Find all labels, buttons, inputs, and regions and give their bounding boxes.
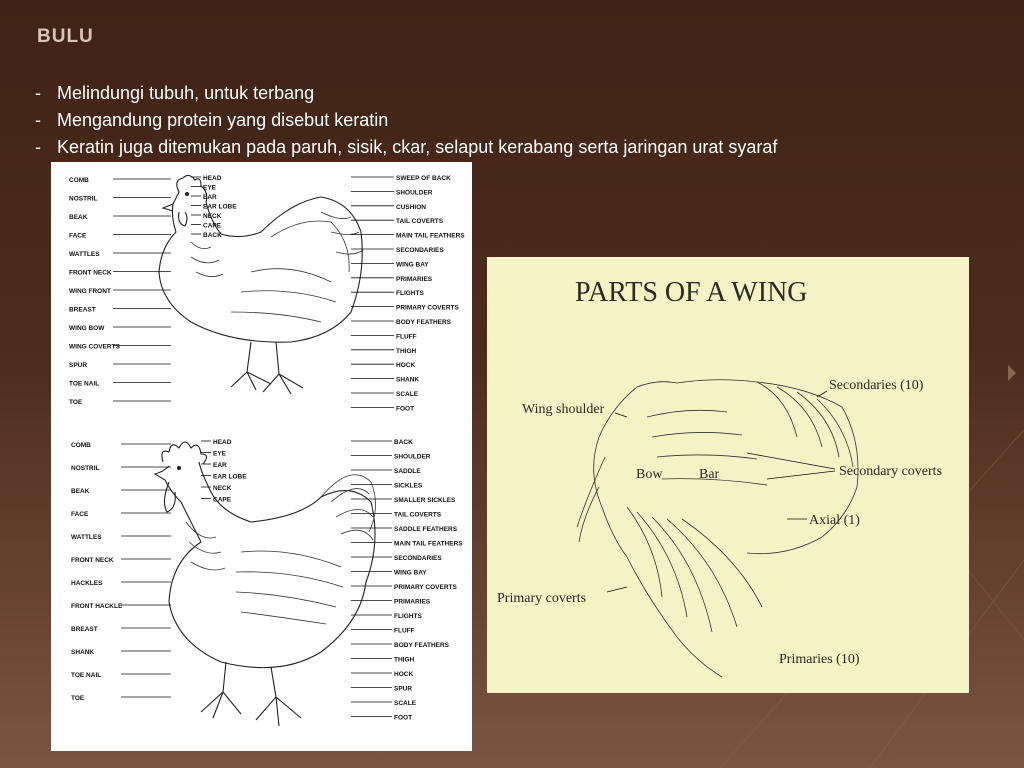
- hen-left-label: WING BOW: [69, 325, 105, 332]
- rooster-left-label: SHANK: [71, 649, 95, 656]
- bar-label: Bar: [699, 467, 720, 482]
- rooster-right-label: PRIMARY COVERTS: [394, 584, 457, 591]
- secondaries-label: Secondaries (10): [829, 378, 924, 393]
- hen-left-label: TOE NAIL: [69, 380, 100, 388]
- rooster-left-label: FRONT NECK: [71, 557, 114, 564]
- rooster-left-label: NOSTRIL: [71, 465, 100, 472]
- bullet-text: Keratin juga ditemukan pada paruh, sisik, ckar, selaput kerabang serta jaringan urat syaraf: [57, 137, 778, 157]
- wing-parts-panel: [487, 257, 969, 693]
- hen-mid-label: NECK: [203, 213, 222, 220]
- rooster-right-label: SHOULDER: [394, 453, 431, 461]
- rooster-right-label: SADDLE FEATHERS: [394, 526, 458, 533]
- rooster-mid-label: EYE: [213, 450, 227, 458]
- hen-mid-label: EAR: [203, 194, 217, 201]
- hen-left-label: WING FRONT: [69, 288, 111, 295]
- hen-right-label: PRIMARIES: [396, 275, 433, 283]
- hen-left-label: TOE: [69, 399, 83, 406]
- rooster-right-label: FLIGHTS: [394, 613, 422, 620]
- hen-right-label: SECONDARIES: [396, 247, 444, 254]
- rooster-mid-label: CAPE: [213, 496, 232, 504]
- rooster-right-label: BODY FEATHERS: [394, 642, 450, 649]
- rooster-right-label: TAIL COVERTS: [394, 511, 442, 519]
- bullet-dash: -: [35, 137, 41, 157]
- rooster-left-label: WATTLES: [71, 534, 102, 541]
- bullet-item: [35, 80, 777, 107]
- secondary-coverts-label: Secondary coverts: [839, 464, 943, 479]
- hen-drawing: [159, 175, 363, 394]
- rooster-right-label: FOOT: [394, 714, 413, 722]
- hen-right-label: CUSHION: [396, 203, 426, 211]
- rooster-mid-label: HEAD: [213, 439, 232, 446]
- rooster-right-label: SPUR: [394, 685, 413, 693]
- hen-right-label: SHOULDER: [396, 189, 433, 197]
- hen-left-label: COMB: [69, 177, 89, 184]
- hen-left-label: WATTLES: [69, 251, 100, 258]
- hen-right-label: FLUFF: [396, 333, 417, 341]
- hen-right-label: BODY FEATHERS: [396, 319, 452, 326]
- rooster-left-label: TOE NAIL: [71, 672, 102, 679]
- rooster-mid-label: EAR LOBE: [213, 473, 247, 481]
- hen-mid-label: BACK: [203, 232, 222, 239]
- rooster-right-label: THIGH: [394, 656, 415, 664]
- bullet-dash: -: [35, 110, 41, 130]
- hen-right-label: PRIMARY COVERTS: [396, 304, 459, 312]
- rooster-left-label: COMB: [71, 442, 91, 449]
- rooster-mid-label: EAR: [213, 462, 227, 469]
- rooster-right-label: BACK: [394, 439, 413, 446]
- hen-right-label: HOCK: [396, 362, 416, 370]
- rooster-left-label: BEAK: [71, 488, 90, 495]
- hen-left-label: BEAK: [69, 214, 88, 221]
- rooster-right-label: SADDLE: [394, 468, 421, 475]
- hen-left-label: NOSTRIL: [69, 195, 98, 203]
- hen-mid-label: CAPE: [203, 222, 222, 230]
- rooster-right-label: PRIMARIES: [394, 598, 431, 606]
- rooster-left-label: FACE: [71, 511, 89, 518]
- wing-drawing: [577, 380, 858, 677]
- rooster-right-label: FLUFF: [394, 627, 415, 635]
- bow-label: Bow: [636, 467, 663, 482]
- primary-coverts-label: Primary coverts: [497, 591, 587, 606]
- rooster-right-label: MAIN TAIL FEATHERS: [394, 540, 463, 548]
- rooster-left-label: BREAST: [71, 626, 98, 633]
- rooster-left-label: TOE: [71, 695, 85, 702]
- hen-left-label: FACE: [69, 232, 87, 240]
- hen-right-label: FOOT: [396, 405, 415, 413]
- wing-parts-illustration: [487, 257, 969, 693]
- hen-right-label: MAIN TAIL FEATHERS: [396, 232, 465, 240]
- chicken-anatomy-illustration: [51, 162, 472, 751]
- rooster-right-label: HOCK: [394, 671, 414, 678]
- axial-label: Axial (1): [809, 513, 860, 528]
- hen-left-label: FRONT NECK: [69, 269, 112, 277]
- hen-right-label: FLIGHTS: [396, 290, 424, 298]
- bullet-text: Melindungi tubuh, untuk terbang: [57, 83, 315, 103]
- wing-label-lines: [607, 391, 835, 592]
- hen-right-label: SCALE: [396, 391, 419, 398]
- hen-left-label: SPUR: [69, 362, 88, 369]
- chicken-anatomy-panel: [51, 162, 472, 751]
- rooster-labels: [71, 439, 463, 722]
- rooster-left-label: HACKLES: [71, 580, 103, 587]
- bullet-item: [35, 134, 777, 161]
- wing-diagram-title: PARTS OF A WING: [575, 277, 808, 308]
- primaries-label: Primaries (10): [779, 652, 860, 667]
- hen-left-label: WING COVERTS: [69, 343, 120, 351]
- rooster-right-label: SICKLES: [394, 482, 423, 490]
- hen-mid-label: EYE: [203, 184, 217, 192]
- hen-mid-label: HEAD: [203, 175, 222, 182]
- rooster-drawing: [155, 442, 376, 726]
- hen-labels: [69, 175, 465, 412]
- rooster-right-label: SMALLER SICKLES: [394, 497, 456, 504]
- hen-right-label: SWEEP OF BACK: [396, 175, 451, 182]
- wing-shoulder-label: Wing shoulder: [522, 402, 605, 417]
- rooster-right-label: WING BAY: [394, 569, 427, 577]
- bullet-item: [35, 107, 777, 134]
- bullet-text: Mengandung protein yang disebut keratin: [57, 110, 389, 130]
- rooster-right-label: SECONDARIES: [394, 555, 442, 562]
- hen-mid-label: EAR LOBE: [203, 203, 237, 211]
- hen-right-label: TAIL COVERTS: [396, 218, 444, 226]
- hen-right-label: WING BAY: [396, 261, 429, 269]
- rooster-mid-label: NECK: [213, 485, 232, 492]
- rooster-right-label: SCALE: [394, 700, 417, 707]
- hen-right-label: THIGH: [396, 347, 417, 355]
- bullet-list: [35, 80, 777, 161]
- hen-left-label: BREAST: [69, 306, 96, 314]
- slide-title: BULU: [37, 26, 94, 47]
- rooster-left-label: FRONT HACKLE: [71, 603, 123, 610]
- hen-right-label: SHANK: [396, 376, 420, 384]
- bullet-dash: -: [35, 83, 41, 103]
